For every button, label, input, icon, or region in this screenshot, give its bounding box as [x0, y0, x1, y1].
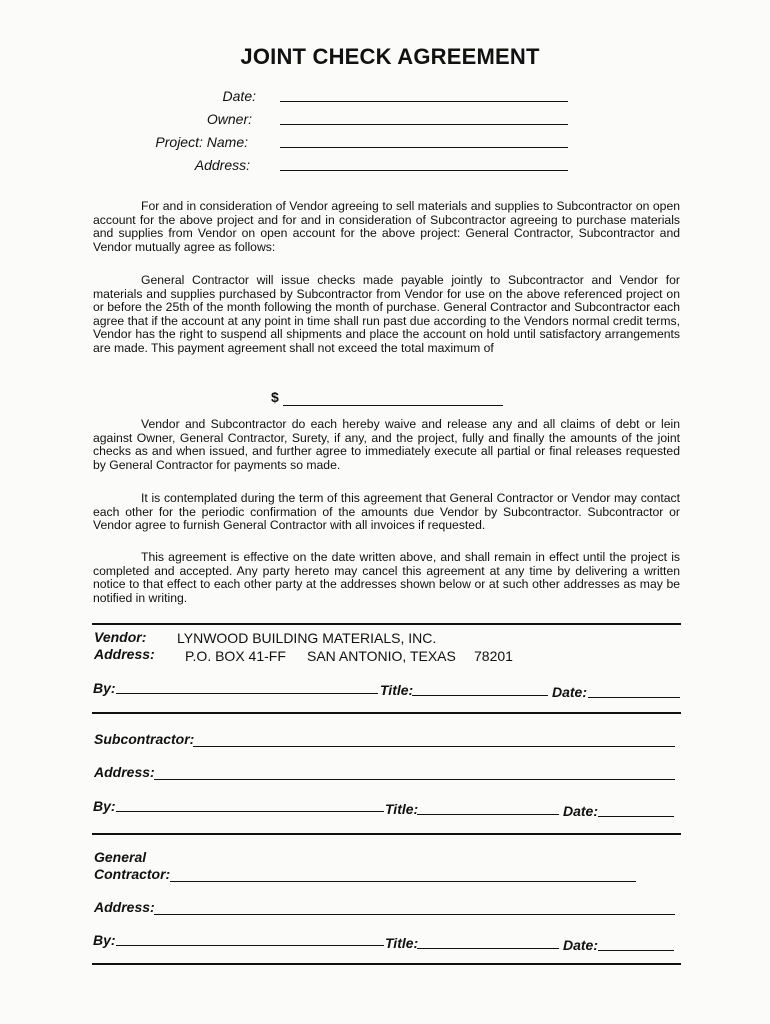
address-field[interactable]: [280, 170, 568, 171]
general-contractor-field[interactable]: [170, 881, 636, 882]
vendor-po-box: P.O. BOX 41-FF: [185, 648, 286, 664]
date-field[interactable]: [280, 101, 568, 102]
vendor-name: LYNWOOD BUILDING MATERIALS, INC.: [177, 630, 437, 646]
general-contractor-by-field[interactable]: [116, 945, 384, 946]
subcontractor-by-label: By:: [93, 798, 116, 814]
contractor-label: Contractor:: [94, 866, 171, 882]
vendor-title-field[interactable]: [412, 695, 548, 696]
general-label: General: [94, 849, 147, 865]
date-label: Date:: [222, 88, 256, 104]
vendor-date-field[interactable]: [588, 697, 680, 698]
subcontractor-date-field[interactable]: [598, 816, 674, 817]
vendor-title-label: Title:: [380, 682, 414, 698]
section-divider: [92, 963, 681, 965]
vendor-zip: 78201: [474, 648, 513, 664]
subcontractor-title-field[interactable]: [417, 814, 559, 815]
subcontractor-label: Subcontractor:: [94, 731, 195, 747]
maximum-amount-field[interactable]: [283, 405, 503, 406]
vendor-date-label: Date:: [552, 684, 588, 700]
vendor-by-field[interactable]: [116, 693, 378, 694]
address-label: Address:: [194, 157, 250, 173]
section-divider: [92, 712, 681, 714]
subcontractor-by-field[interactable]: [116, 811, 384, 812]
section-divider: [92, 623, 681, 625]
vendor-address-label: Address:: [94, 646, 155, 662]
paragraph-consideration: For and in consideration of Vendor agreeing to sell materials and supplies to Subcontractor on open account for the above project and for and in consideration of Subcontractor agreeing to purchase materials and supplies from Vendor on open account for the above project: General Contractor, Subcontractor and Vendor mutually agree as follows:: [93, 199, 680, 254]
general-contractor-date-field[interactable]: [598, 950, 674, 951]
paragraph-waiver: Vendor and Subcontractor do each hereby waive and release any and all claims of debt or lein against Owner, General Contractor, Surety, if any, and the project, fully and finally the amounts of the joint checks as and when issued, and further agree to immediately execute all partial or final releases requested by General Contractor for payments so made.: [93, 417, 680, 472]
section-divider: [92, 833, 681, 835]
subcontractor-field[interactable]: [193, 746, 675, 747]
paragraph-effective-date: This agreement is effective on the date written above, and shall remain in effect until the project is completed and accepted. Any party hereto may cancel this agreement at any time by delivering a written notice to that effect to each other party at the addresses shown below or at such other addresses as may be notified in writing.: [93, 550, 680, 605]
subcontractor-title-label: Title:: [385, 801, 419, 817]
project-name-label: Project: Name:: [155, 134, 248, 150]
general-contractor-by-label: By:: [93, 932, 116, 948]
paragraph-payment-terms: General Contractor will issue checks made payable jointly to Subcontractor and Vendor for materials and supplies purchased by Subcontractor from Vendor for use on the above referenced project on or before the 25th of the month following the month of purchase. General Contractor and Subcontractor each agree that if the account at any point in time shall run past due according to the Vendors normal credit terms, Vendor has the right to suspend all shipments and place the account on hold until satisfactory arrangements are made. This payment agreement shall not exceed the total maximum of: [93, 273, 680, 355]
paragraph-confirmation: It is contemplated during the term of this agreement that General Contractor or Vendor may contact each other for the periodic confirmation of the amounts due Vendor by Subcontractor. Subcontractor or Vendor agree to furnish General Contractor with all invoices if requested.: [93, 491, 680, 533]
owner-label: Owner:: [206, 111, 252, 127]
dollar-sign: $: [271, 389, 279, 405]
project-name-field[interactable]: [280, 147, 568, 148]
vendor-city: SAN ANTONIO, TEXAS: [307, 648, 456, 664]
general-contractor-date-label: Date:: [563, 937, 599, 953]
subcontractor-address-label: Address:: [94, 764, 155, 780]
general-contractor-address-field[interactable]: [154, 914, 675, 915]
document-title: JOINT CHECK AGREEMENT: [240, 44, 540, 69]
general-contractor-title-field[interactable]: [417, 948, 559, 949]
owner-field[interactable]: [280, 124, 568, 125]
subcontractor-date-label: Date:: [563, 803, 599, 819]
general-contractor-address-label: Address:: [94, 899, 155, 915]
general-contractor-title-label: Title:: [385, 935, 419, 951]
subcontractor-address-field[interactable]: [154, 779, 675, 780]
vendor-label: Vendor:: [94, 629, 147, 645]
vendor-by-label: By:: [93, 680, 116, 696]
